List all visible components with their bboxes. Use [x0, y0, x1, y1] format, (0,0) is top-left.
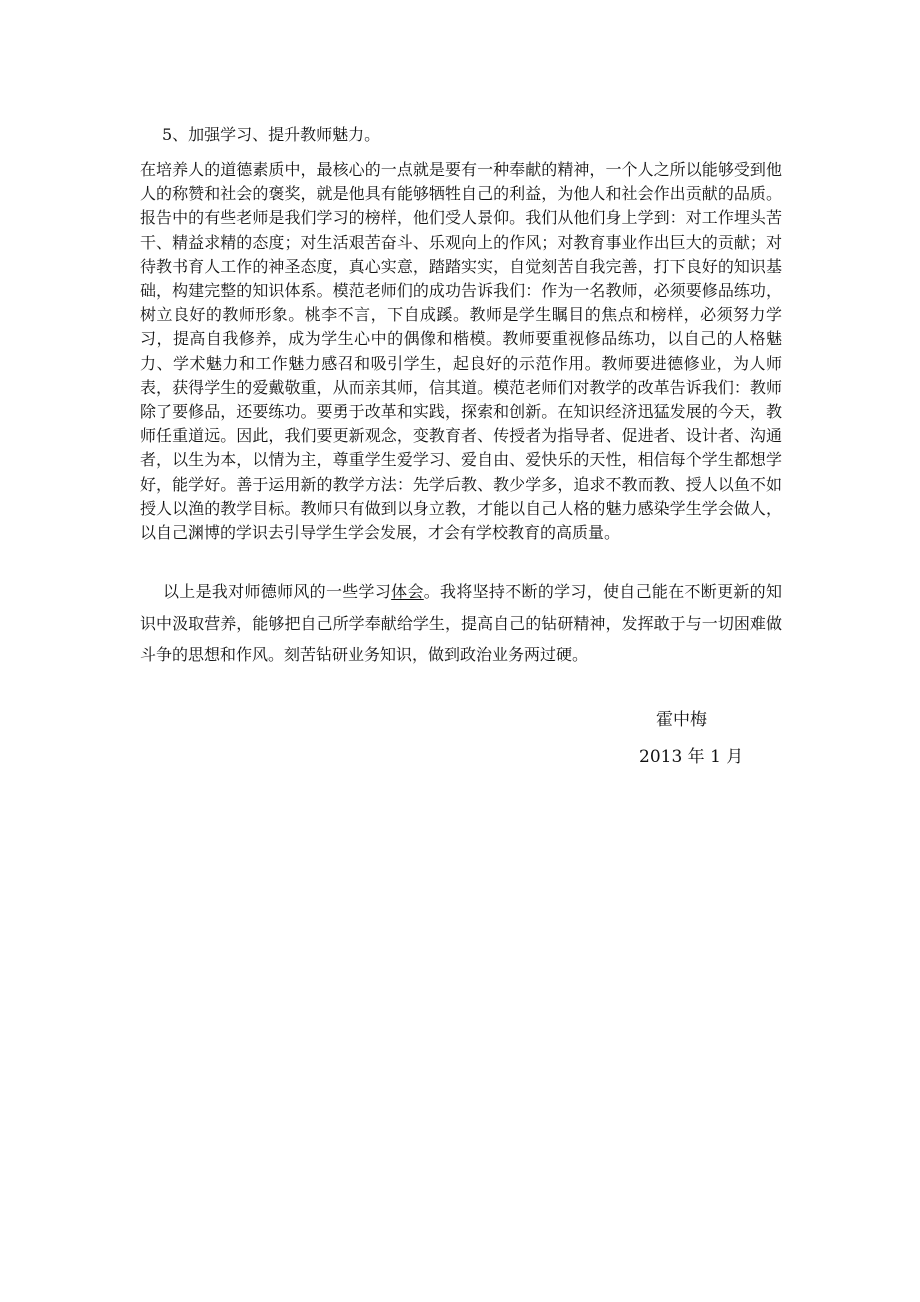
- conclusion-paragraph: [140, 576, 782, 671]
- conclusion-text-end: 。我将坚持不断的学习，使自己能在不断更新的知识中汲取营养，能够把自己所学奉献给学生，提高自己的钻研精神，发挥敢于与一切困难做斗争的思想和作风。刻苦钻研业务知识，做到政治业务两过硬。: [140, 582, 782, 664]
- author-signature: 霍中梅: [656, 710, 707, 730]
- conclusion-underlined-word: 体会: [391, 582, 424, 601]
- conclusion-text-start: 以上是我对师德师风的一些学习: [163, 582, 392, 601]
- main-paragraph: 在培养人的道德素质中，最核心的一点就是要有一种奉献的精神，一个人之所以能够受到他人的称赞和社会的褒奖，就是他具有能够牺牲自己的利益，为他人和社会作出贡献的品质。报告中的有些老师是我们学习的榜样，他们受人景仰。我们从他们身上学到：对工作埋头苦干、精益求精的态度；对生活艰苦奋斗、乐观向上的作风；对教育事业作出巨大的贡献；对待教书育人工作的神圣态度，真心实意，踏踏实实，自觉刻苦自我完善，打下良好的知识基础，构建完整的知识体系。模范老师们的成功告诉我们：作为一名教师，必须要修品练功，树立良好的教师形象。桃李不言，下自成蹊。教师是学生瞩目的焦点和榜样，必须努力学习，提高自我修养，成为学生心中的偶像和楷模。教师要重视修品练功，以自己的人格魅力、学术魅力和工作魅力感召和吸引学生，起良好的示范作用。教师要进德修业，为人师表，获得学生的爱戴敬重，从而亲其师，信其道。模范老师们对教学的改革告诉我们：教师除了要修品，还要练功。要勇于改革和实践，探索和创新。在知识经济迅猛发展的今天，教师任重道远。因此，我们要更新观念，变教育者、传授者为指导者、促进者、设计者、沟通者，以生为本，以情为主，尊重学生爱学习、爱自由、爱快乐的天性，相信每个学生都想学好，能学好。善于运用新的教学方法：先学后教、教少学多，追求不教而教、授人以鱼不如授人以渔的教学目标。教师只有做到以身立教，才能以自己人格的魅力感染学生学会做人，以自己渊博的学识去引导学生学会发展，才会有学校教育的高质量。: [140, 160, 782, 543]
- document-date: 2013 年 1 月: [639, 747, 744, 767]
- section-heading: 5、加强学习、提升教师魅力。: [162, 125, 381, 144]
